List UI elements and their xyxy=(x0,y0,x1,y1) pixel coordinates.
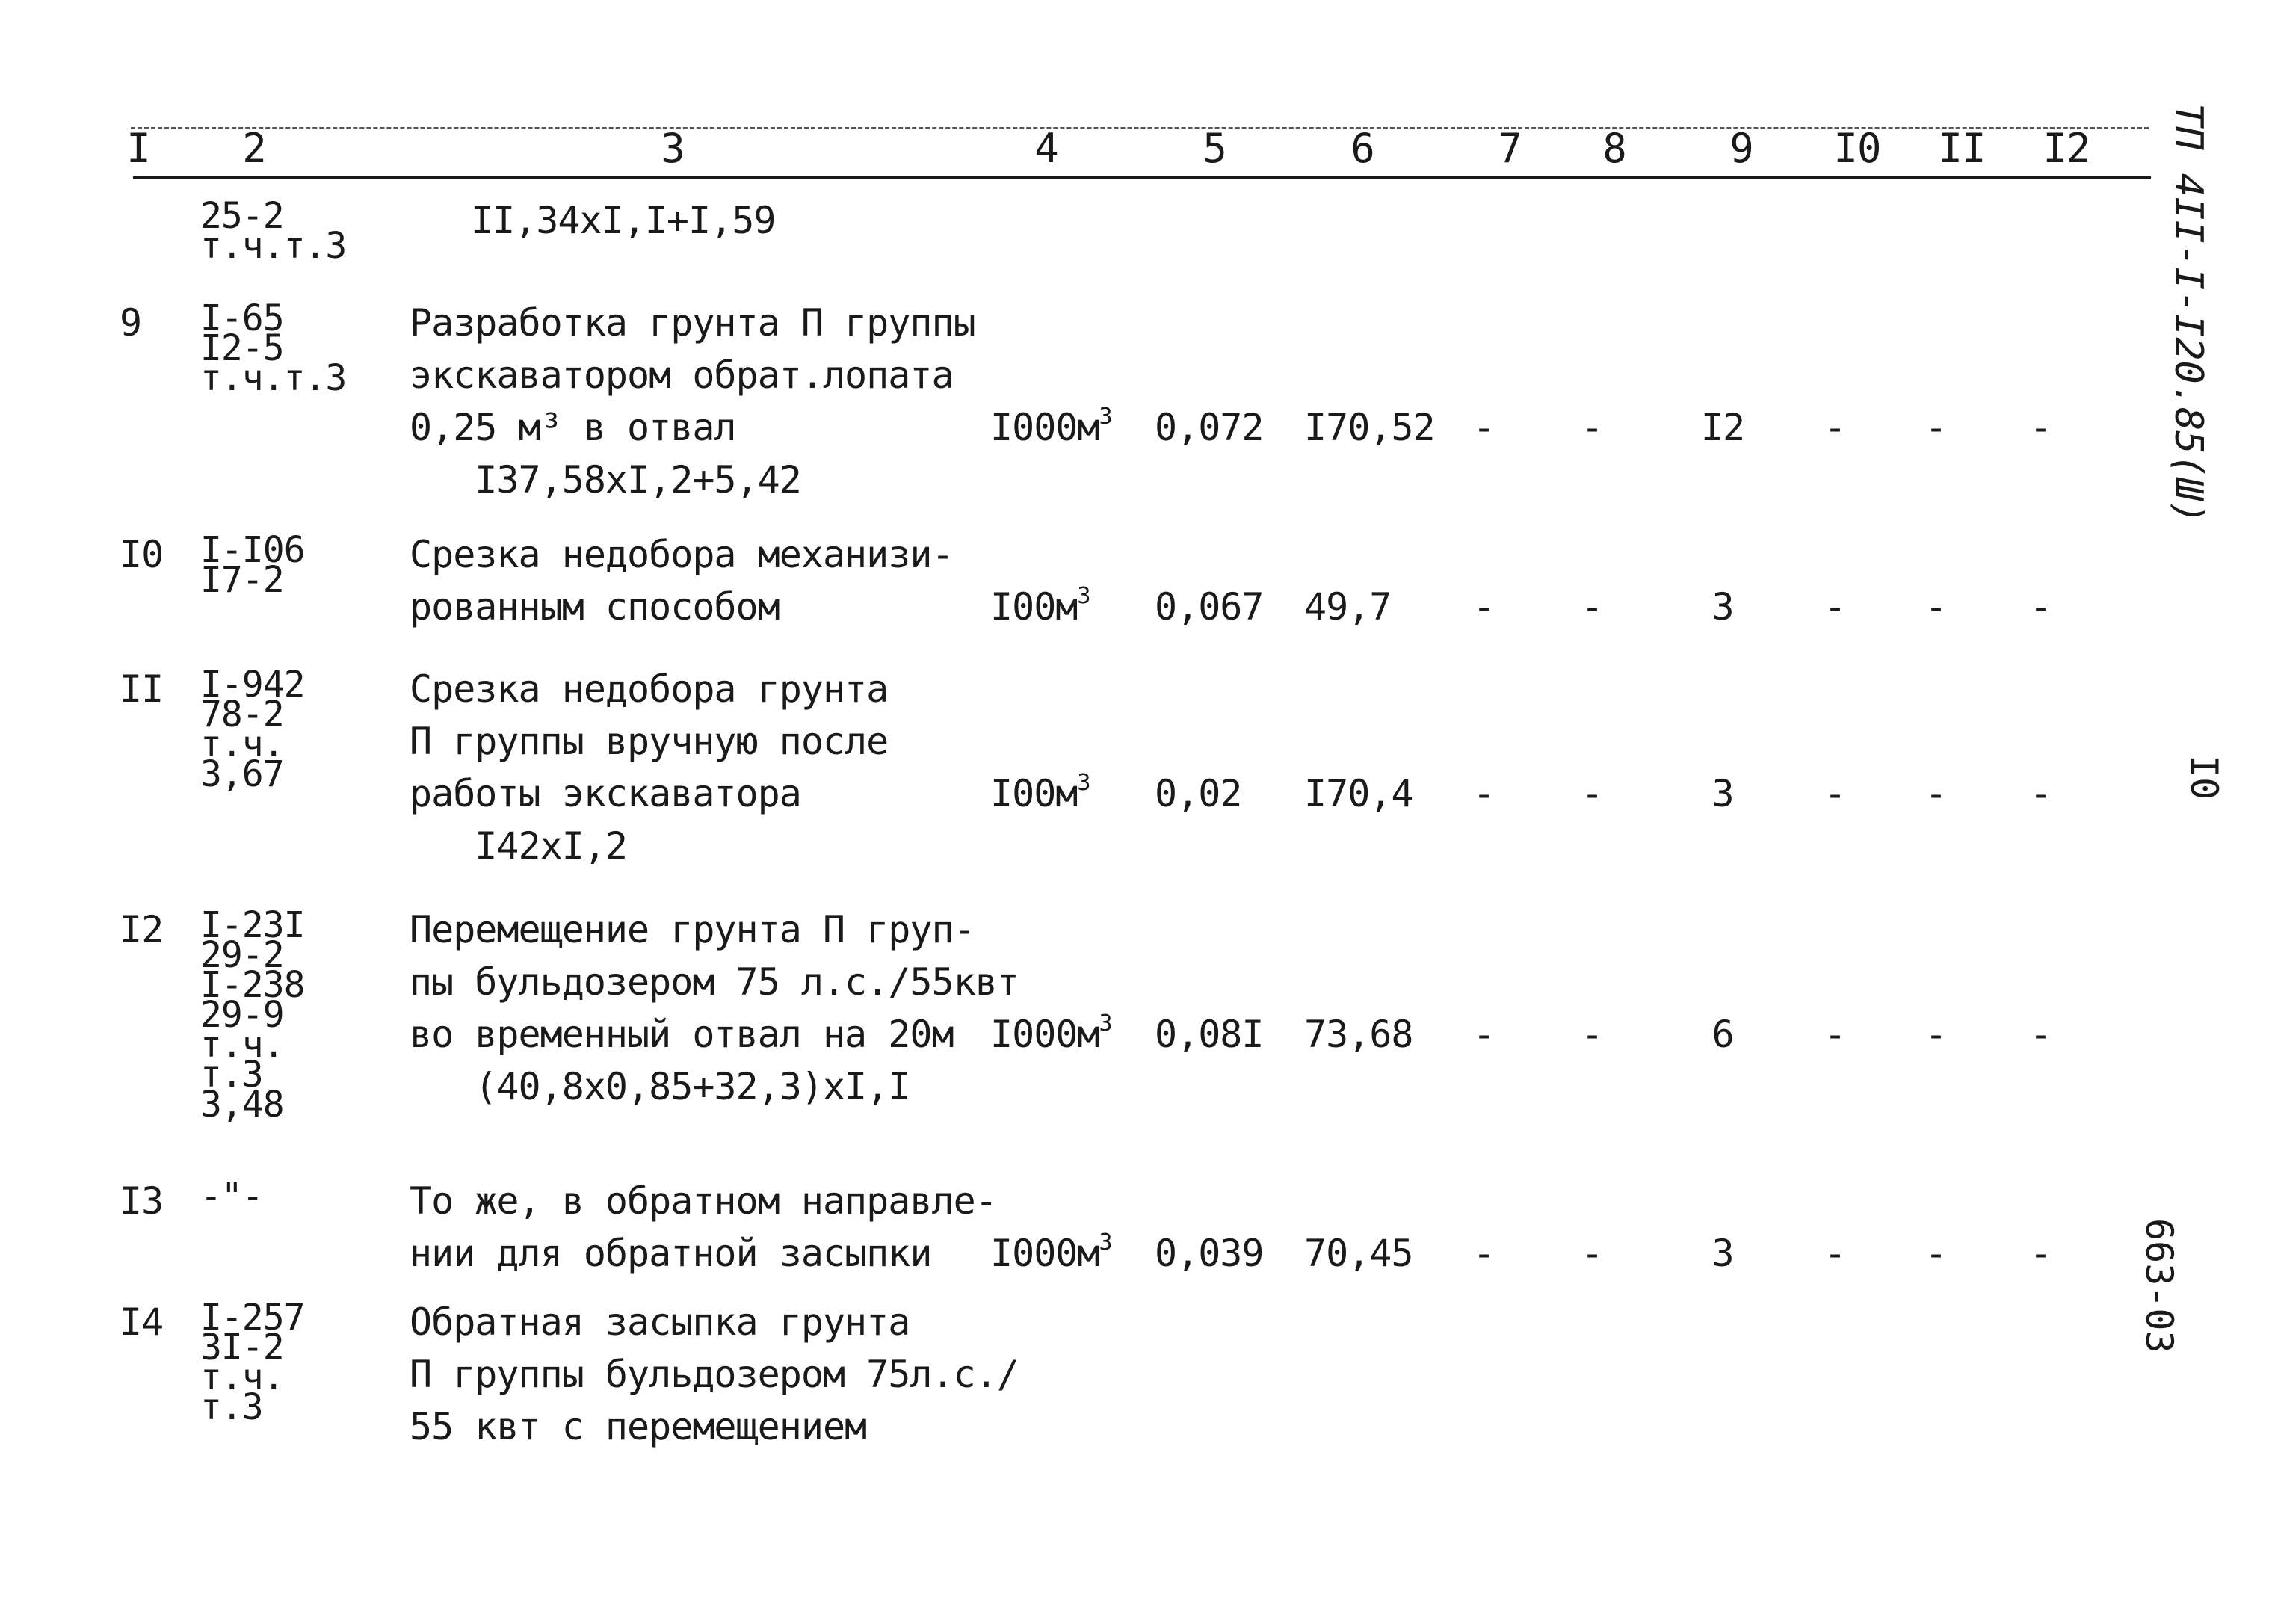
work-description-line: Перемещение грунта П груп- xyxy=(410,908,975,951)
work-description-line: П группы бульдозером 75л.с./ xyxy=(410,1353,1019,1396)
work-description-line: (40,8x0,85+32,3)xI,I xyxy=(410,1065,910,1108)
column-header: 2 xyxy=(242,125,266,172)
work-description-line: пы бульдозером 75 л.с./55квт xyxy=(410,960,1019,1004)
cell-c11: - xyxy=(1924,406,1947,449)
norm-reference: т.ч.т.3 xyxy=(200,357,347,399)
norm-reference: 3,67 xyxy=(200,753,284,795)
norm-reference: I-257 xyxy=(200,1297,305,1339)
unit-text: I000м xyxy=(990,1232,1099,1275)
norm-reference: т.ч. xyxy=(200,1024,284,1066)
cell-c9: 6 xyxy=(1711,1013,1734,1056)
row-number: I2 xyxy=(120,908,164,951)
cell-c7: - xyxy=(1472,585,1495,629)
cell-c8: - xyxy=(1581,1013,1603,1056)
cell-c11: - xyxy=(1924,1232,1947,1275)
work-description-line: 55 квт с перемещением xyxy=(410,1405,867,1448)
cell-c10: - xyxy=(1824,772,1846,815)
column-header: II xyxy=(1938,125,1986,172)
cell-c7: - xyxy=(1472,406,1495,449)
cell-c10: - xyxy=(1824,585,1846,629)
column-header: 8 xyxy=(1602,125,1626,172)
unit-cost: I70,52 xyxy=(1304,406,1435,449)
cell-c8: - xyxy=(1581,772,1603,815)
norm-reference: I-238 xyxy=(200,964,305,1006)
cell-c8: - xyxy=(1581,406,1603,449)
document-code: ТП 4II-I-I20.85(Ш) xyxy=(2166,103,2211,525)
column-header: I2 xyxy=(2043,125,2090,172)
header-rule xyxy=(133,176,2151,179)
cell-c11: - xyxy=(1924,772,1947,815)
unit-text: I00м xyxy=(990,585,1078,629)
unit-text: I00м xyxy=(990,772,1078,815)
norm-reference: 25-2 xyxy=(200,195,284,237)
cell-c7: - xyxy=(1472,1232,1495,1275)
cell-c11: - xyxy=(1924,585,1947,629)
cell-c9: 3 xyxy=(1711,772,1734,815)
page-number: I0 xyxy=(2182,755,2226,800)
quantity: 0,039 xyxy=(1155,1232,1264,1275)
row-number: I0 xyxy=(120,533,164,576)
norm-reference: I-I06 xyxy=(200,529,305,571)
norm-reference: -"- xyxy=(200,1176,263,1217)
quantity: 0,08I xyxy=(1155,1013,1264,1056)
norm-reference: I2-5 xyxy=(200,327,284,369)
unit-exponent: 3 xyxy=(1099,1010,1112,1037)
row-number: I3 xyxy=(120,1179,164,1223)
unit-cost: 70,45 xyxy=(1304,1232,1413,1275)
cell-c8: - xyxy=(1581,1232,1603,1275)
norm-reference: 3,48 xyxy=(200,1084,284,1126)
cell-c12: - xyxy=(2029,1232,2052,1275)
cell-c12: - xyxy=(2029,772,2052,815)
work-description-line: нии для обратной засыпки xyxy=(410,1232,932,1275)
unit xyxy=(990,581,1090,633)
unit-exponent: 3 xyxy=(1077,770,1090,796)
work-description-line: экскаватором обрат.лопата xyxy=(410,353,954,397)
work-description-line: Разработка грунта П группы xyxy=(410,301,975,345)
cell-c7: - xyxy=(1472,772,1495,815)
unit-cost: 49,7 xyxy=(1304,585,1392,629)
work-description-line: I37,58xI,2+5,42 xyxy=(410,458,801,501)
column-header: 6 xyxy=(1350,125,1374,172)
work-description-line: рованным способом xyxy=(410,585,780,629)
column-header: 5 xyxy=(1203,125,1226,172)
column-header: 9 xyxy=(1729,125,1753,172)
unit xyxy=(990,1008,1112,1060)
norm-reference: I-23I xyxy=(200,904,305,946)
work-description-line: во временный отвал на 20м xyxy=(410,1013,954,1056)
norm-reference: т.ч. xyxy=(200,723,284,765)
unit-text: I000м xyxy=(990,406,1099,449)
norm-reference: т.3 xyxy=(200,1054,263,1096)
quantity: 0,02 xyxy=(1155,772,1242,815)
row-number: II xyxy=(120,667,164,711)
cell-c12: - xyxy=(2029,1013,2052,1056)
unit-text: I000м xyxy=(990,1013,1099,1056)
work-description-line: П группы вручную после xyxy=(410,720,889,763)
work-description-line: 0,25 м³ в отвал xyxy=(410,406,736,449)
row-number: I4 xyxy=(120,1300,164,1344)
column-header: 7 xyxy=(1498,125,1522,172)
norm-reference: 3I-2 xyxy=(200,1327,284,1368)
norm-reference: т.ч. xyxy=(200,1356,284,1398)
cell-c12: - xyxy=(2029,406,2052,449)
cell-c8: - xyxy=(1581,585,1603,629)
norm-reference: 29-2 xyxy=(200,934,284,976)
unit-cost: I70,4 xyxy=(1304,772,1413,815)
work-description-line: II,34xI,I+I,59 xyxy=(471,199,776,242)
album-code: 663-03 xyxy=(2137,1218,2181,1353)
norm-reference: т.3 xyxy=(200,1386,263,1428)
work-description-line: Срезка недобора механизи- xyxy=(410,533,954,576)
norm-reference: I7-2 xyxy=(200,559,284,601)
cell-c10: - xyxy=(1824,1013,1846,1056)
cell-c9: 3 xyxy=(1711,585,1734,629)
unit-exponent: 3 xyxy=(1099,1229,1112,1256)
unit xyxy=(990,1227,1112,1279)
quantity: 0,067 xyxy=(1155,585,1264,629)
unit-cost: 73,68 xyxy=(1304,1013,1413,1056)
work-description-line: То же, в обратном направле- xyxy=(410,1179,997,1223)
cell-c7: - xyxy=(1472,1013,1495,1056)
norm-reference: I-65 xyxy=(200,297,284,339)
column-header: I0 xyxy=(1833,125,1881,172)
column-header: 4 xyxy=(1034,125,1058,172)
row-number: 9 xyxy=(120,301,142,345)
unit-exponent: 3 xyxy=(1077,583,1090,609)
cell-c10: - xyxy=(1824,406,1846,449)
cell-c9: 3 xyxy=(1711,1232,1734,1275)
norm-reference: I-942 xyxy=(200,664,305,706)
column-header: 3 xyxy=(661,125,685,172)
work-description-line: работы экскаватора xyxy=(410,772,801,815)
quantity: 0,072 xyxy=(1155,406,1264,449)
norm-reference: 29-9 xyxy=(200,994,284,1036)
work-description-line: I42xI,2 xyxy=(410,824,628,868)
cell-c12: - xyxy=(2029,585,2052,629)
unit xyxy=(990,401,1112,454)
cell-c9: I2 xyxy=(1700,406,1745,449)
cell-c10: - xyxy=(1824,1232,1846,1275)
norm-reference: т.ч.т.3 xyxy=(200,225,347,267)
work-description-line: Обратная засыпка грунта xyxy=(410,1300,910,1344)
column-header: I xyxy=(126,125,150,172)
unit xyxy=(990,768,1090,820)
unit-exponent: 3 xyxy=(1099,404,1112,430)
work-description-line: Срезка недобора грунта xyxy=(410,667,889,711)
cell-c11: - xyxy=(1924,1013,1947,1056)
norm-reference: 78-2 xyxy=(200,694,284,735)
